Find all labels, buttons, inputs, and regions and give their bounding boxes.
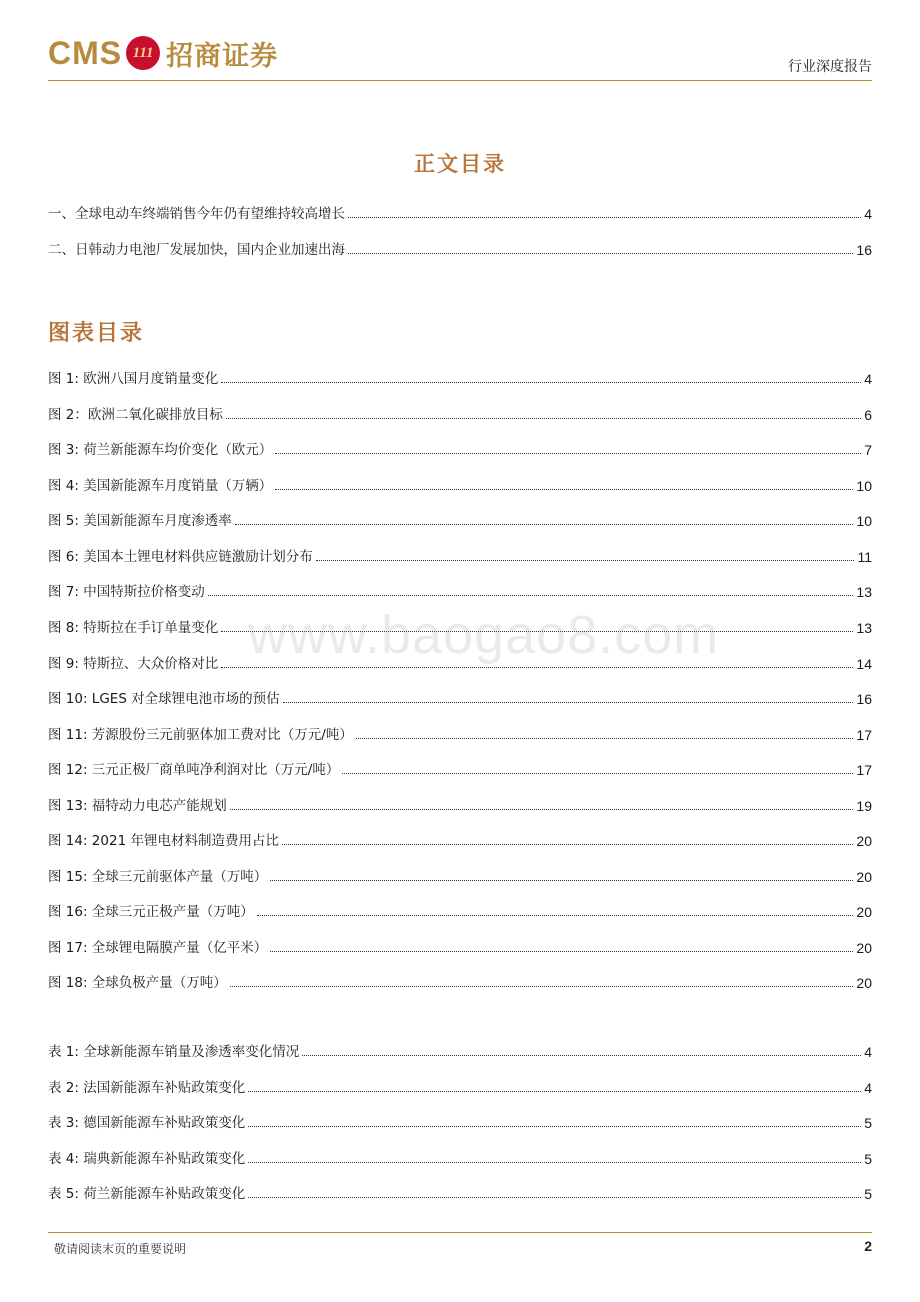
toc-leader-dots [208, 595, 854, 596]
figure-entry-label: 图 15: 全球三元前驱体产量（万吨） [48, 869, 268, 885]
figure-entry-label: 图 12: 三元正极厂商单吨净利润对比（万元/吨） [48, 762, 340, 778]
figure-entry-page: 7 [864, 442, 872, 458]
figure-entry-label: 图 1: 欧洲八国月度销量变化 [48, 371, 219, 387]
toc-leader-dots [316, 560, 855, 561]
figure-entry-page: 17 [856, 727, 872, 743]
toc-leader-dots [356, 738, 854, 739]
figure-entry-label: 图 7: 中国特斯拉价格变动 [48, 584, 205, 600]
table-toc-entry[interactable] [48, 1147, 872, 1167]
toc-leader-dots [342, 773, 853, 774]
table-toc-entry[interactable] [48, 1111, 872, 1131]
toc-leader-dots [221, 667, 853, 668]
table-entry-page: 5 [864, 1115, 872, 1131]
figure-entry-page: 13 [856, 620, 872, 636]
main-toc-entry[interactable] [48, 238, 872, 258]
figure-entry-page: 20 [856, 833, 872, 849]
logo-seal-icon: 111 [126, 36, 160, 70]
logo-chinese-text: 招商证券 [166, 40, 279, 72]
table-toc-entry[interactable] [48, 1182, 872, 1202]
figure-entry-page: 17 [856, 762, 872, 778]
toc-leader-dots [270, 880, 853, 881]
figure-entry-label: 图 14: 2021 年锂电材料制造费用占比 [48, 833, 279, 849]
figure-entry-page: 16 [856, 691, 872, 707]
figure-entry-label: 图 10: LGES 对全球锂电池市场的预估 [48, 691, 280, 707]
toc-leader-dots [348, 217, 861, 218]
toc-leader-dots [248, 1091, 861, 1092]
toc-leader-dots [248, 1197, 861, 1198]
figure-toc-entry[interactable] [48, 971, 872, 991]
toc-leader-dots [283, 702, 854, 703]
table-entry-page: 5 [864, 1151, 872, 1167]
figure-entry-label: 图 8: 特斯拉在手订单量变化 [48, 620, 219, 636]
figure-entry-page: 20 [856, 869, 872, 885]
table-entry-label: 表 1: 全球新能源车销量及渗透率变化情况 [48, 1044, 300, 1060]
figure-entry-page: 20 [856, 975, 872, 991]
figure-toc-entry[interactable] [48, 403, 872, 423]
figure-toc-entry[interactable] [48, 580, 872, 600]
figure-toc-entry[interactable] [48, 900, 872, 920]
figure-entry-label: 图 18: 全球负极产量（万吨） [48, 975, 227, 991]
table-toc-entry[interactable] [48, 1076, 872, 1096]
toc-leader-dots [257, 915, 854, 916]
figure-entry-page: 20 [856, 940, 872, 956]
main-toc-entry[interactable] [48, 202, 872, 222]
figure-toc-entry[interactable] [48, 367, 872, 387]
toc-entry-page: 4 [864, 206, 872, 222]
figure-entry-page: 13 [856, 584, 872, 600]
figure-toc-title: 图表目录 [48, 320, 145, 346]
table-toc-entry[interactable] [48, 1040, 872, 1060]
figure-entry-label: 图 4: 美国新能源车月度销量（万辆） [48, 478, 273, 494]
toc-leader-dots [248, 1162, 861, 1163]
figure-toc-entry[interactable] [48, 509, 872, 529]
toc-leader-dots [221, 382, 861, 383]
figure-entry-label: 图 6: 美国本土锂电材料供应链激励计划分布 [48, 549, 313, 565]
figure-entry-label: 图 5: 美国新能源车月度渗透率 [48, 513, 232, 529]
main-toc-title: 正文目录 [414, 151, 506, 176]
footer-disclaimer-note: 敬请阅读末页的重要说明 [54, 1242, 187, 1256]
figure-entry-page: 19 [856, 798, 872, 814]
toc-leader-dots [248, 1126, 861, 1127]
figure-entry-label: 图 9: 特斯拉、大众价格对比 [48, 656, 219, 672]
table-entry-page: 5 [864, 1186, 872, 1202]
toc-entry-label: 二、日韩动力电池厂发展加快，国内企业加速出海 [48, 242, 345, 258]
toc-leader-dots [226, 418, 861, 419]
footer-page-number: 2 [864, 1238, 872, 1254]
toc-entry-page: 16 [856, 242, 872, 258]
table-entry-label: 表 2: 法国新能源车补贴政策变化 [48, 1080, 246, 1096]
table-entry-label: 表 5: 荷兰新能源车补贴政策变化 [48, 1186, 246, 1202]
figure-entry-label: 图 2：欧洲二氧化碳排放目标 [48, 407, 223, 423]
toc-leader-dots [230, 809, 854, 810]
table-entry-label: 表 4: 瑞典新能源车补贴政策变化 [48, 1151, 246, 1167]
header-divider [48, 80, 872, 81]
figure-toc-entry[interactable] [48, 829, 872, 849]
figure-entry-page: 11 [857, 549, 872, 565]
toc-leader-dots [275, 489, 853, 490]
watermark-text: www.baogao8.com [248, 605, 720, 665]
figure-toc-entry[interactable] [48, 794, 872, 814]
figure-entry-label: 图 11: 芳源股份三元前驱体加工费对比（万元/吨） [48, 727, 353, 743]
report-type-label: 行业深度报告 [788, 59, 872, 75]
toc-leader-dots [302, 1055, 861, 1056]
figure-toc-entry[interactable] [48, 545, 872, 565]
figure-toc-entry[interactable] [48, 936, 872, 956]
figure-entry-page: 10 [856, 513, 872, 529]
figure-toc-entry[interactable] [48, 758, 872, 778]
toc-leader-dots [282, 844, 853, 845]
figure-entry-page: 6 [864, 407, 872, 423]
figure-toc-entry[interactable] [48, 687, 872, 707]
figure-entry-page: 14 [856, 656, 872, 672]
table-entry-page: 4 [864, 1044, 872, 1060]
table-entry-page: 4 [864, 1080, 872, 1096]
table-entry-label: 表 3: 德国新能源车补贴政策变化 [48, 1115, 246, 1131]
page-header [48, 30, 872, 82]
toc-leader-dots [230, 986, 854, 987]
figure-toc-entry[interactable] [48, 865, 872, 885]
figure-toc-entry[interactable] [48, 438, 872, 458]
figure-entry-label: 图 17: 全球锂电隔膜产量（亿平米） [48, 940, 268, 956]
figure-entry-page: 10 [856, 478, 872, 494]
toc-entry-label: 一、全球电动车终端销售今年仍有望维持较高增长 [48, 206, 345, 222]
toc-leader-dots [275, 453, 861, 454]
cms-logo [48, 30, 278, 76]
toc-leader-dots [270, 951, 853, 952]
toc-leader-dots [348, 253, 853, 254]
figure-entry-page: 4 [864, 371, 872, 387]
figure-toc-entry[interactable] [48, 723, 872, 743]
figure-toc-entry[interactable] [48, 474, 872, 494]
logo-latin-text: CMS [48, 34, 123, 71]
figure-entry-label: 图 13: 福特动力电芯产能规划 [48, 798, 227, 814]
toc-leader-dots [235, 524, 854, 525]
figure-entry-label: 图 3: 荷兰新能源车均价变化（欧元） [48, 442, 273, 458]
figure-entry-page: 20 [856, 904, 872, 920]
figure-entry-label: 图 16: 全球三元正极产量（万吨） [48, 904, 254, 920]
footer-divider [48, 1232, 872, 1233]
